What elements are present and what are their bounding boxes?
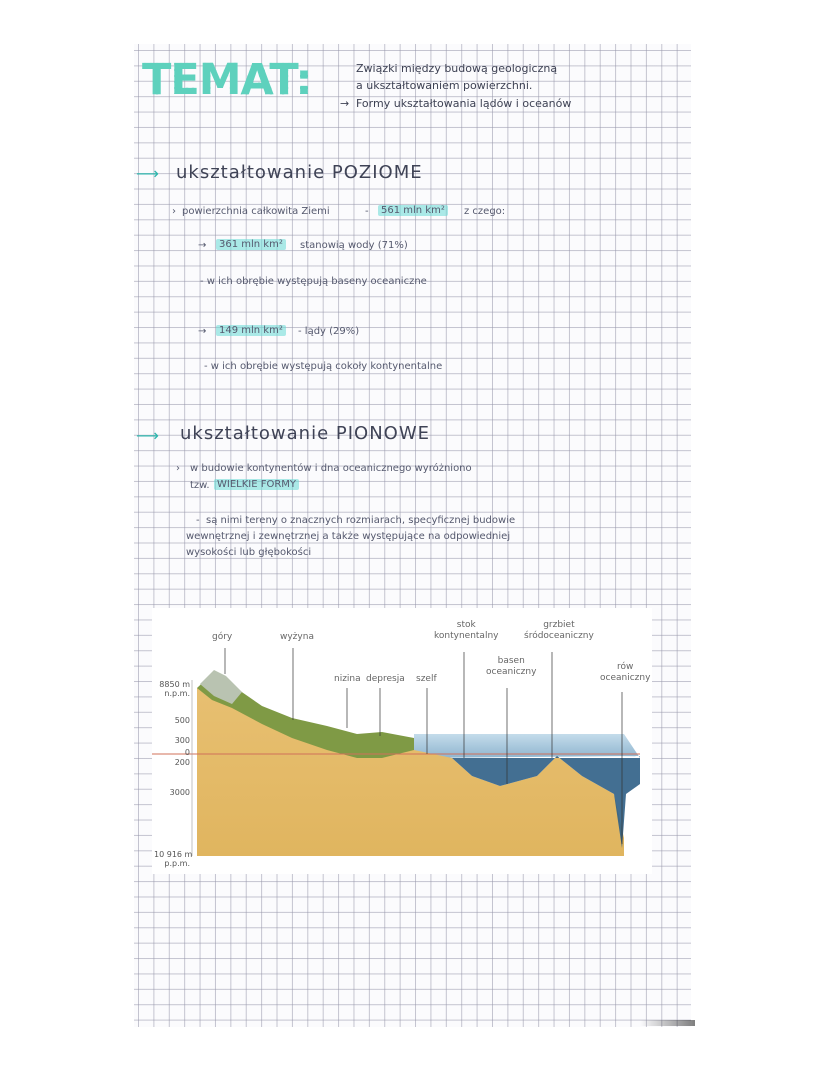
water-detail-text: w ich obrębie występują baseny oceaniczne bbox=[206, 276, 427, 287]
para-dash: - bbox=[196, 515, 200, 526]
vertical-line-2-prefix: tzw. bbox=[190, 480, 210, 491]
terrain-profile-svg bbox=[152, 608, 652, 874]
topic-line-2: a ukształtowaniem powierzchni. bbox=[356, 79, 533, 92]
section-arrow-icon: ⟶ bbox=[136, 426, 159, 445]
land-text-value: lądy (29%) bbox=[304, 326, 360, 337]
label-mid-ocean-ridge: grzbiet śródoceaniczny bbox=[524, 620, 594, 641]
land-detail-text: w ich obrębie występują cokoły kontynentalne bbox=[210, 361, 443, 372]
great-forms-label: WIELKIE FORMY bbox=[214, 479, 299, 490]
y-label-top: 8850 m n.p.m. bbox=[159, 680, 190, 698]
terrain-profile-diagram bbox=[152, 608, 652, 874]
paragraph-line-2: wewnętrznej i zewnętrznej a także występujące na odpowiedniej bbox=[186, 531, 511, 542]
label-mountains: góry bbox=[212, 632, 233, 642]
land-detail: - w ich obrębie występują cokoły kontynentalne bbox=[204, 361, 443, 372]
water-detail: - w ich obrębie występują baseny oceaniczne bbox=[200, 276, 427, 287]
water-text: stanowią wody (71%) bbox=[300, 240, 408, 251]
label-ocean-basin: basen oceaniczny bbox=[486, 656, 537, 677]
section-arrow-icon: ⟶ bbox=[136, 164, 159, 183]
dash: - bbox=[365, 206, 369, 217]
y-label-3000: 3000 bbox=[169, 788, 190, 797]
land-area-value: 149 mln km² bbox=[216, 325, 286, 336]
bullet-icon: › bbox=[176, 463, 180, 474]
y-label-bottom: 10 916 m p.p.m. bbox=[154, 850, 193, 868]
label-ocean-trench: rów oceaniczny bbox=[600, 662, 651, 683]
intro-suffix: z czego: bbox=[464, 206, 506, 217]
label-depression: depresja bbox=[366, 674, 405, 684]
arrow-icon: → bbox=[340, 97, 350, 110]
topic-line-3: Formy ukształtowania lądów i oceanów bbox=[356, 97, 572, 110]
bullet-icon: › bbox=[172, 206, 176, 217]
topic-line-1: Związki między budową geologiczną bbox=[356, 62, 558, 75]
arrow-icon: → bbox=[198, 240, 207, 251]
y-label-500: 500 bbox=[174, 716, 190, 725]
section-heading-vertical: ukształtowanie PIONOWE bbox=[180, 423, 431, 444]
y-label-0: 0 bbox=[184, 748, 190, 757]
page-title: TEMAT: bbox=[142, 55, 312, 105]
paragraph-line-1: są nimi tereny o znacznych rozmiarach, specyficznej budowie bbox=[206, 515, 516, 526]
paragraph-line-3: wysokości lub głębokości bbox=[186, 547, 312, 558]
arrow-icon: → bbox=[198, 326, 207, 337]
total-area-value: 561 mln km² bbox=[378, 205, 448, 216]
intro-text: powierzchnia całkowita Ziemi bbox=[182, 206, 330, 217]
vertical-line-1: w budowie kontynentów i dna oceanicznego wyróżniono bbox=[190, 463, 472, 474]
label-upland: wyżyna bbox=[280, 632, 314, 642]
water-area-value: 361 mln km² bbox=[216, 239, 286, 250]
y-label-300: 300 bbox=[174, 736, 190, 745]
label-lowland: nizina bbox=[334, 674, 361, 684]
label-shelf: szelf bbox=[416, 674, 437, 684]
land-text: - lądy (29%) bbox=[298, 326, 360, 337]
section-heading-horizontal: ukształtowanie POZIOME bbox=[176, 162, 423, 183]
label-continental-slope: stok kontynentalny bbox=[434, 620, 499, 641]
y-label-200: 200 bbox=[174, 758, 190, 767]
page-shadow bbox=[640, 1020, 695, 1026]
